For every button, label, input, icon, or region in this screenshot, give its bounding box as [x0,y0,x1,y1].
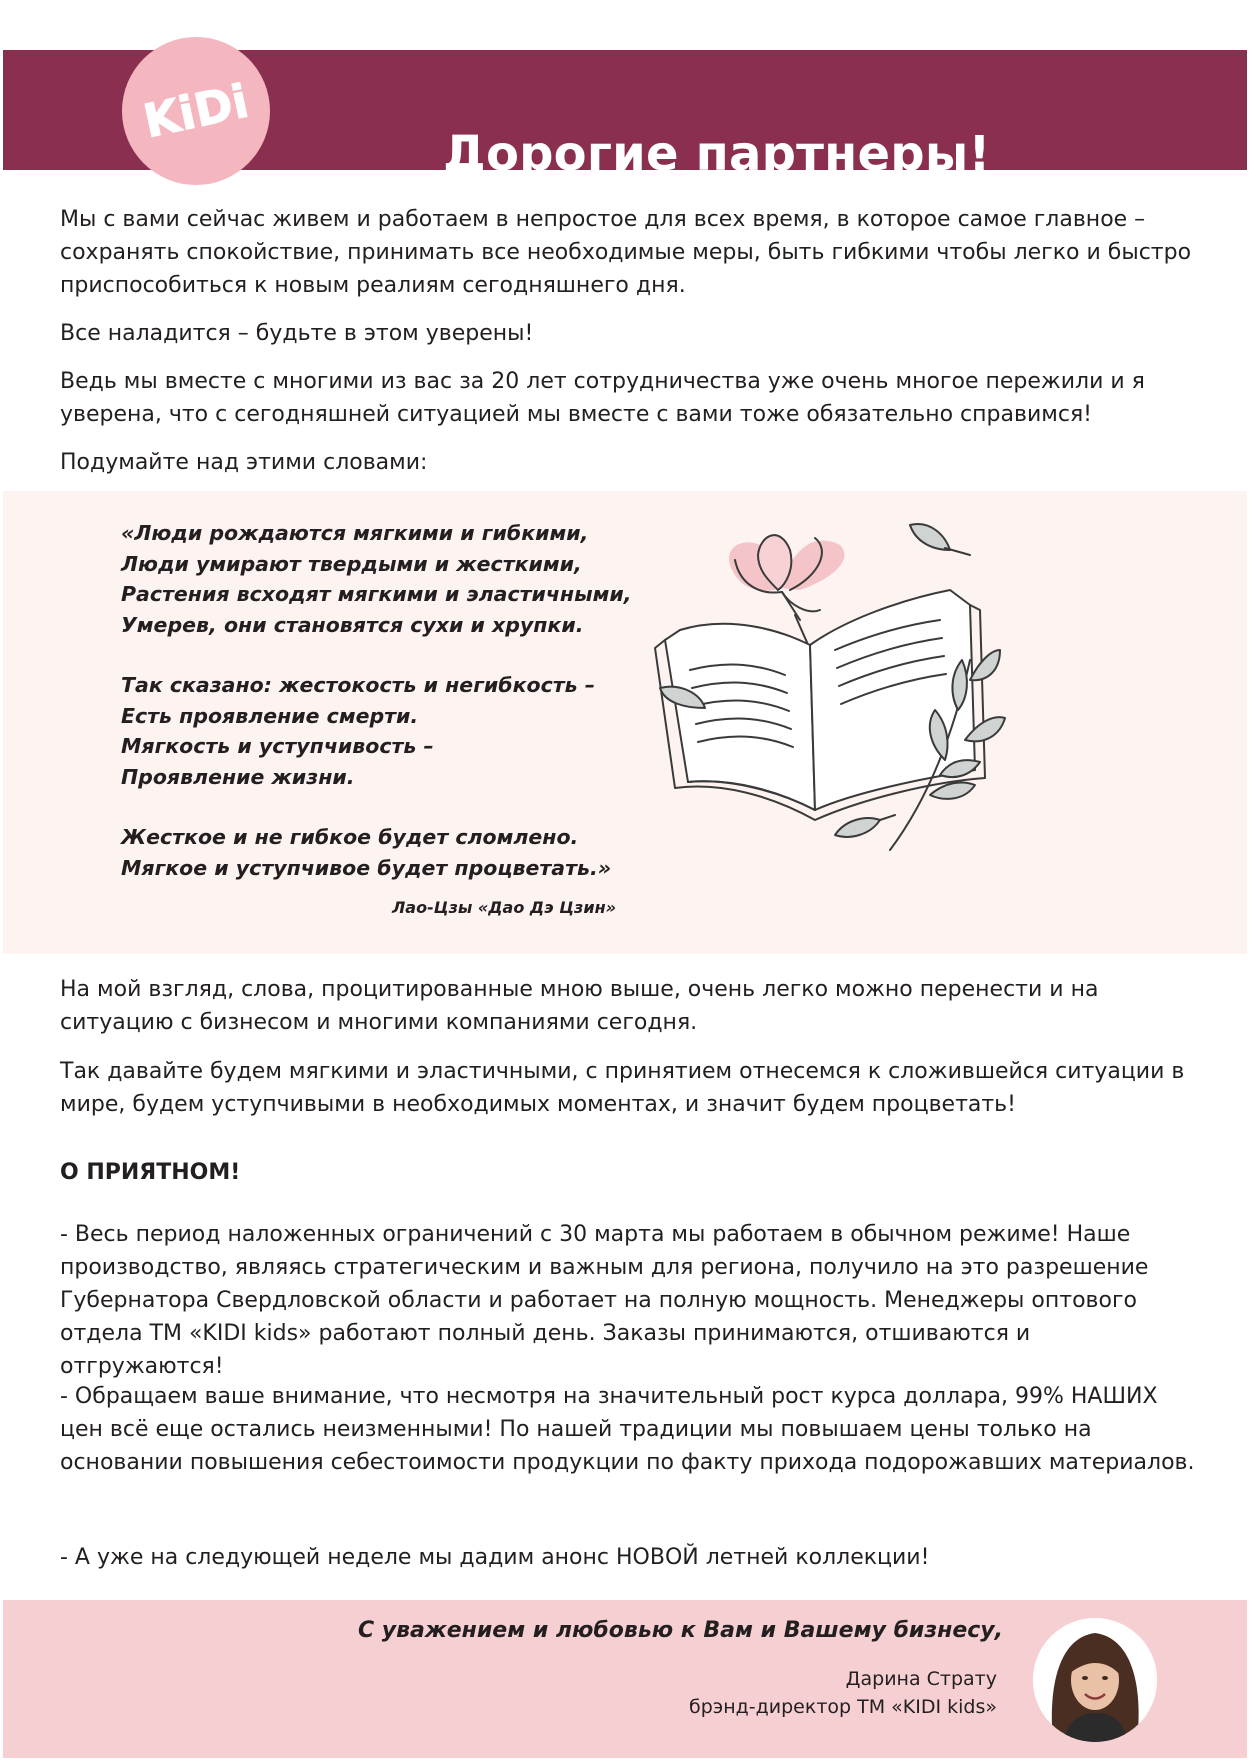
quote-line: Люди умирают твердыми и жесткими, [121,551,582,576]
quote-line: Мягкое и уступчивое будет процветать.» [121,855,612,880]
quote-line: Растения всходят мягкими и эластичными, [121,582,632,606]
quote-stanza-2 [121,670,595,792]
page-title: Дорогие партнеры! [443,126,991,182]
closing-phrase: С уважением и любовью к Вам и Вашему бизнесу, [357,1618,1003,1643]
section-item-1: - Весь период наложенных ограничений с 30 марта мы работаем в обычном режиме! Наше производство, являясь стратегическим и важным для региона, получило на это разрешение Губернатора Свердловской области и работает на полную мощность. Менеджеры оптового отдела ТМ «KIDI kids» работают полный день. Заказы принимаются, отшиваются и отгружаются! [60,1222,1149,1379]
quote-line: Проявление жизни. [121,764,355,789]
quote-line: Так сказано: жестокость и негибкость – [121,673,595,697]
kidi-logo [122,37,270,185]
quote-line: Умерев, они становятся сухи и хрупки. [121,612,584,637]
book-flower-illustration [640,520,1110,880]
quote-line: Есть проявление смерти. [121,703,419,728]
quote-stanza-3 [121,822,611,883]
logo-text: KiDi [138,73,254,149]
intro-paragraph-4: Подумайте над этими словами: [60,450,428,475]
section-heading: О ПРИЯТНОМ! [60,1160,241,1185]
quote-stanza-1 [121,518,632,640]
quote-line: Мягкость и уступчивость – [121,734,434,758]
body-paragraph-2: Так давайте будем мягкими и эластичными, с принятием отнесемся к сложившейся ситуации в мире, будем уступчивыми в необходимых моментах, и значит будем процветать! [60,1059,1185,1117]
body-paragraph-1: На мой взгляд, слова, процитированные мною выше, очень легко можно перенести и на ситуацию с бизнесом и многими компаниями сегодня. [60,977,1099,1035]
section-item-2: - Обращаем ваше внимание, что несмотря на значительный рост курса доллара, 99% НАШИХ цен всё еще остались неизменными! По нашей традиции мы повышаем цены только на основании повышения себестоимости продукции по факту прихода подорожавших материалов. [60,1384,1195,1475]
intro-paragraph-2: Все наладится – будьте в этом уверены! [60,321,534,346]
signer-name: Дарина Страту [845,1668,997,1690]
intro-paragraph-3: Ведь мы вместе с многими из вас за 20 лет сотрудничества уже очень многое пережили и я уверена, что с сегодняшней ситуацией мы вместе с вами тоже обязательно справимся! [60,369,1145,427]
quote-line: «Люди рождаются мягкими и гибкими, [121,521,589,545]
section-item-3: - А уже на следующей неделе мы дадим анонс НОВОЙ летней коллекции! [60,1545,930,1570]
quote-line: Жесткое и не гибкое будет сломлено. [121,825,579,849]
intro-paragraph-1: Мы с вами сейчас живем и работаем в непростое для всех время, в которое самое главное – сохранять спокойствие, принимать все необходимые меры, быть гибкими чтобы легко и быстро приспособиться к новым реалиям сегодняшнего дня. [60,207,1192,298]
signer-position: брэнд-директор ТМ «KIDI kids» [689,1696,997,1718]
quote-attribution: Лао-Цзы «Дао Дэ Цзин» [392,898,617,917]
signer-photo [1033,1618,1157,1742]
